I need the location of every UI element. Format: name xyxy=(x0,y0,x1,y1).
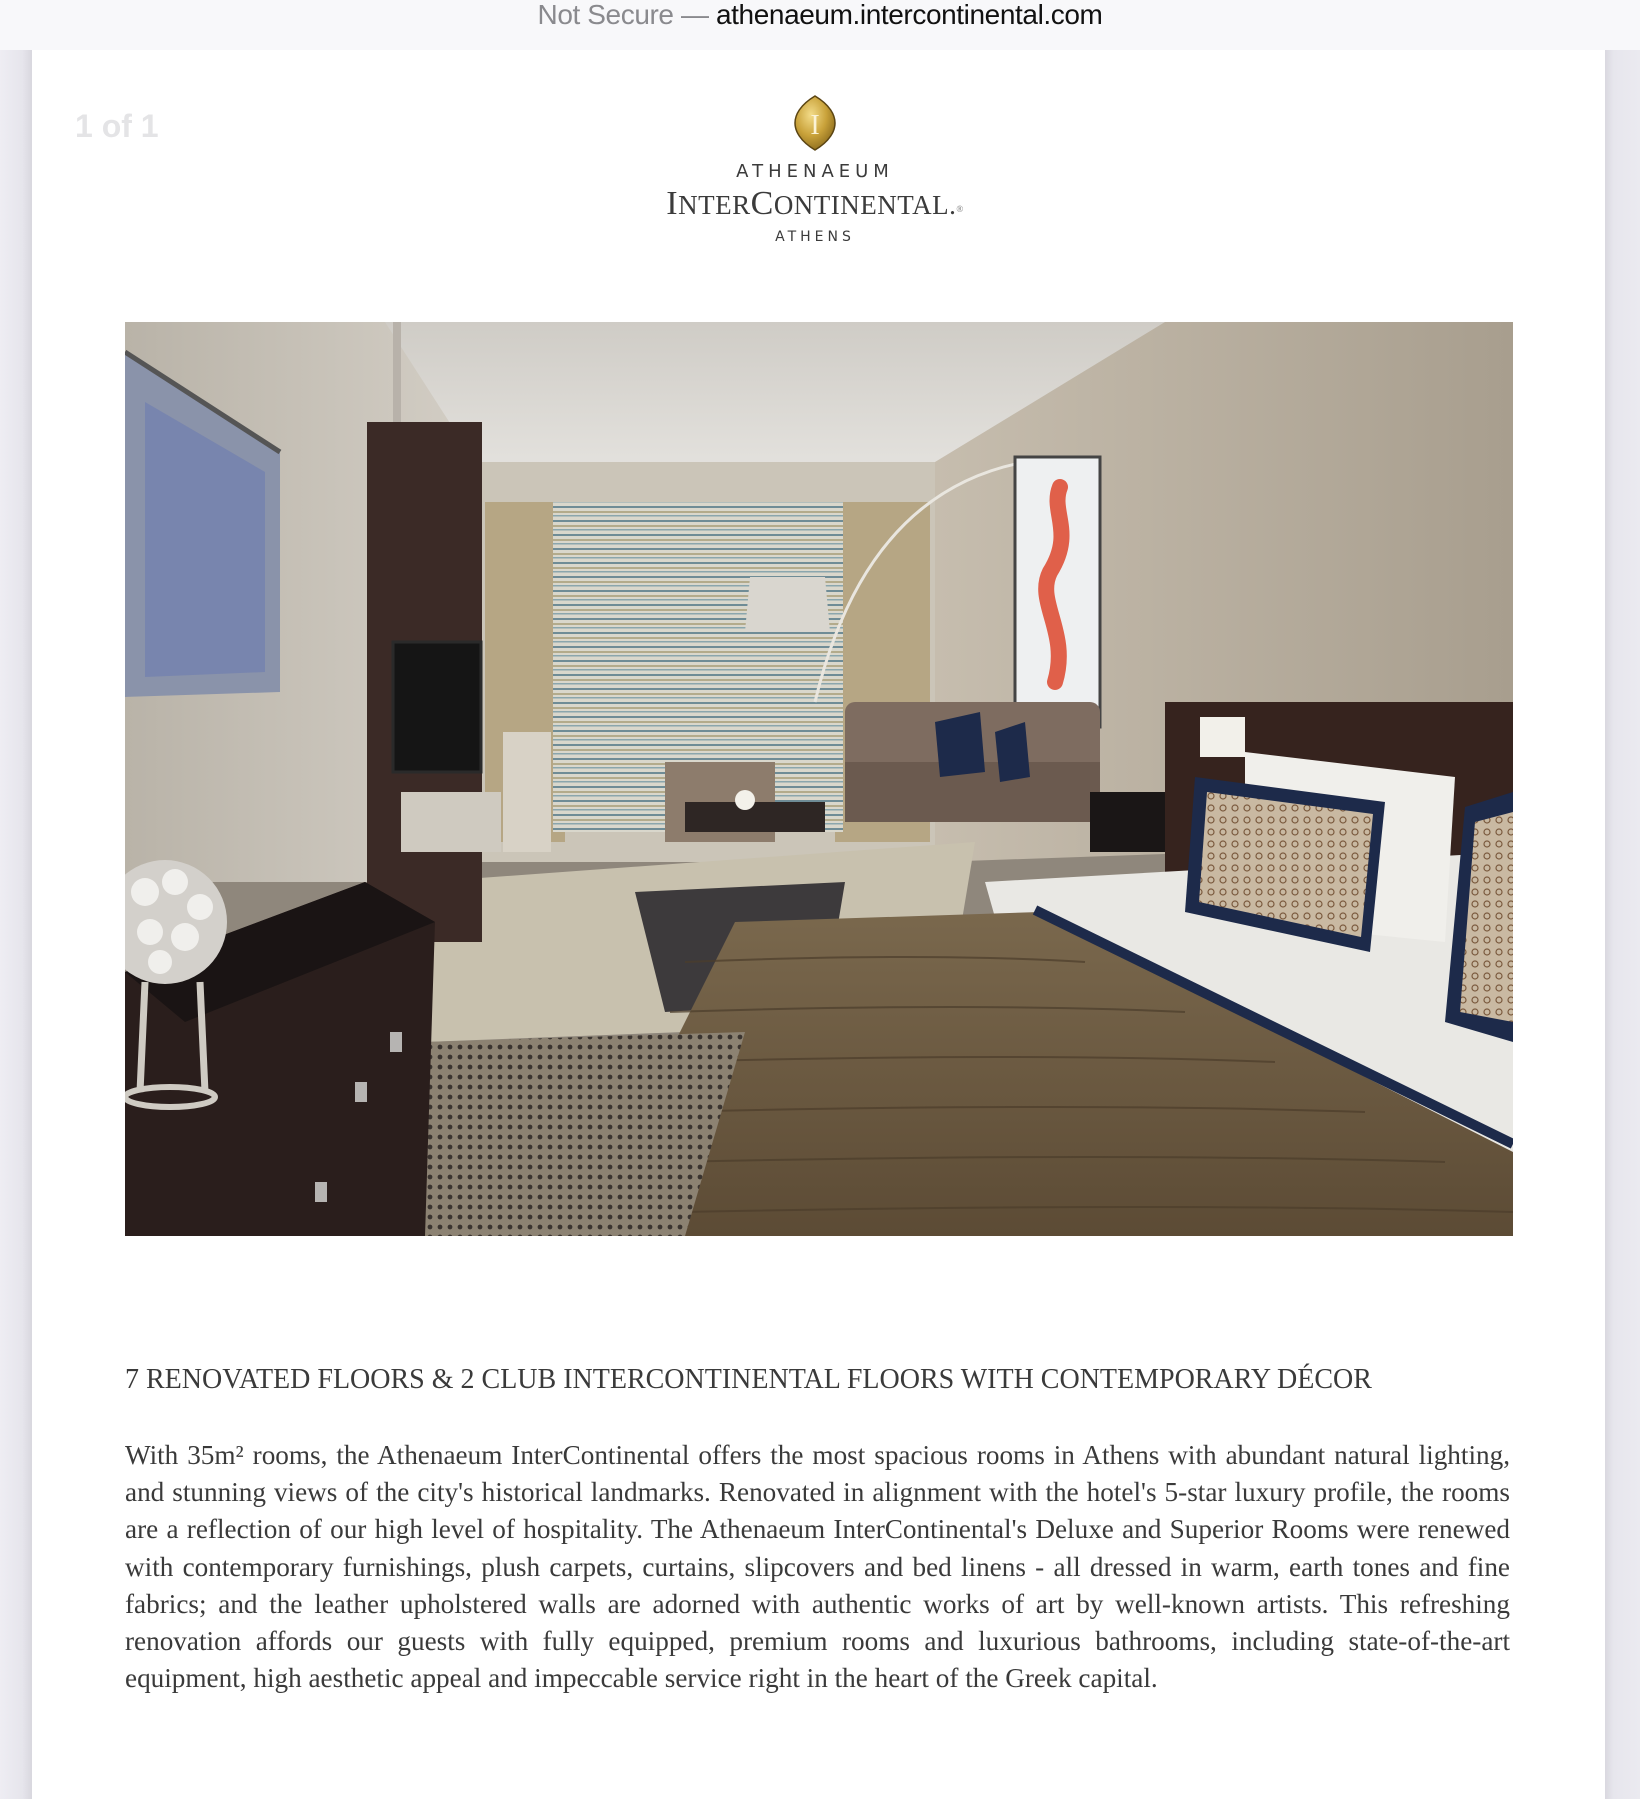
room-illustration xyxy=(125,322,1513,1236)
viewer-left-margin xyxy=(0,50,32,1799)
article-body: With 35m² rooms, the Athenaeum InterContinental offers the most spacious rooms in Athens with abundant natural lighting, and stunning views of the city's historical landmarks. Renovated in alignment with the hotel's 5-star luxury profile, the rooms are a reflection of our high level of hospitality. The Athenaeum InterContinental's Deluxe and Superior Rooms were renewed with contemporary furnishings, plush carpets, curtains, slipcovers and bed linens - all dressed in warm, earth tones and fine fabrics; and the leather upholstered walls are adorned with authentic works of art by well-known artists. This refreshing renovation affords our guests with fully equipped, premium rooms and luxurious bathrooms, including state-of-the-art equipment, high aesthetic appeal and impeccable service right in the heart of the Greek capital. xyxy=(125,1440,1510,1694)
logo-athens: ATHENS xyxy=(775,229,855,245)
browser-address-bar[interactable] xyxy=(0,0,1640,50)
hotel-logo xyxy=(600,95,1030,255)
logo-intercontinental: INTERCONTINENTAL.® xyxy=(666,185,964,222)
registered-mark: ® xyxy=(956,204,964,214)
url-display[interactable] xyxy=(0,0,1640,30)
emblem-letter: I xyxy=(810,110,820,141)
intercontinental-emblem-icon xyxy=(794,95,836,151)
viewer-right-margin xyxy=(1605,50,1640,1799)
logo-athenaeum: ATHENAEUM xyxy=(736,161,894,182)
hotel-room-photo xyxy=(125,322,1513,1236)
url-separator: — xyxy=(681,0,709,30)
article-heading: 7 RENOVATED FLOORS & 2 CLUB INTERCONTINENTAL FLOORS WITH CONTEMPORARY DÉCOR xyxy=(125,1364,1372,1395)
url-host: athenaeum.intercontinental.com xyxy=(716,0,1103,30)
security-status: Not Secure xyxy=(537,0,674,30)
page-counter: 1 of 1 xyxy=(75,108,159,144)
